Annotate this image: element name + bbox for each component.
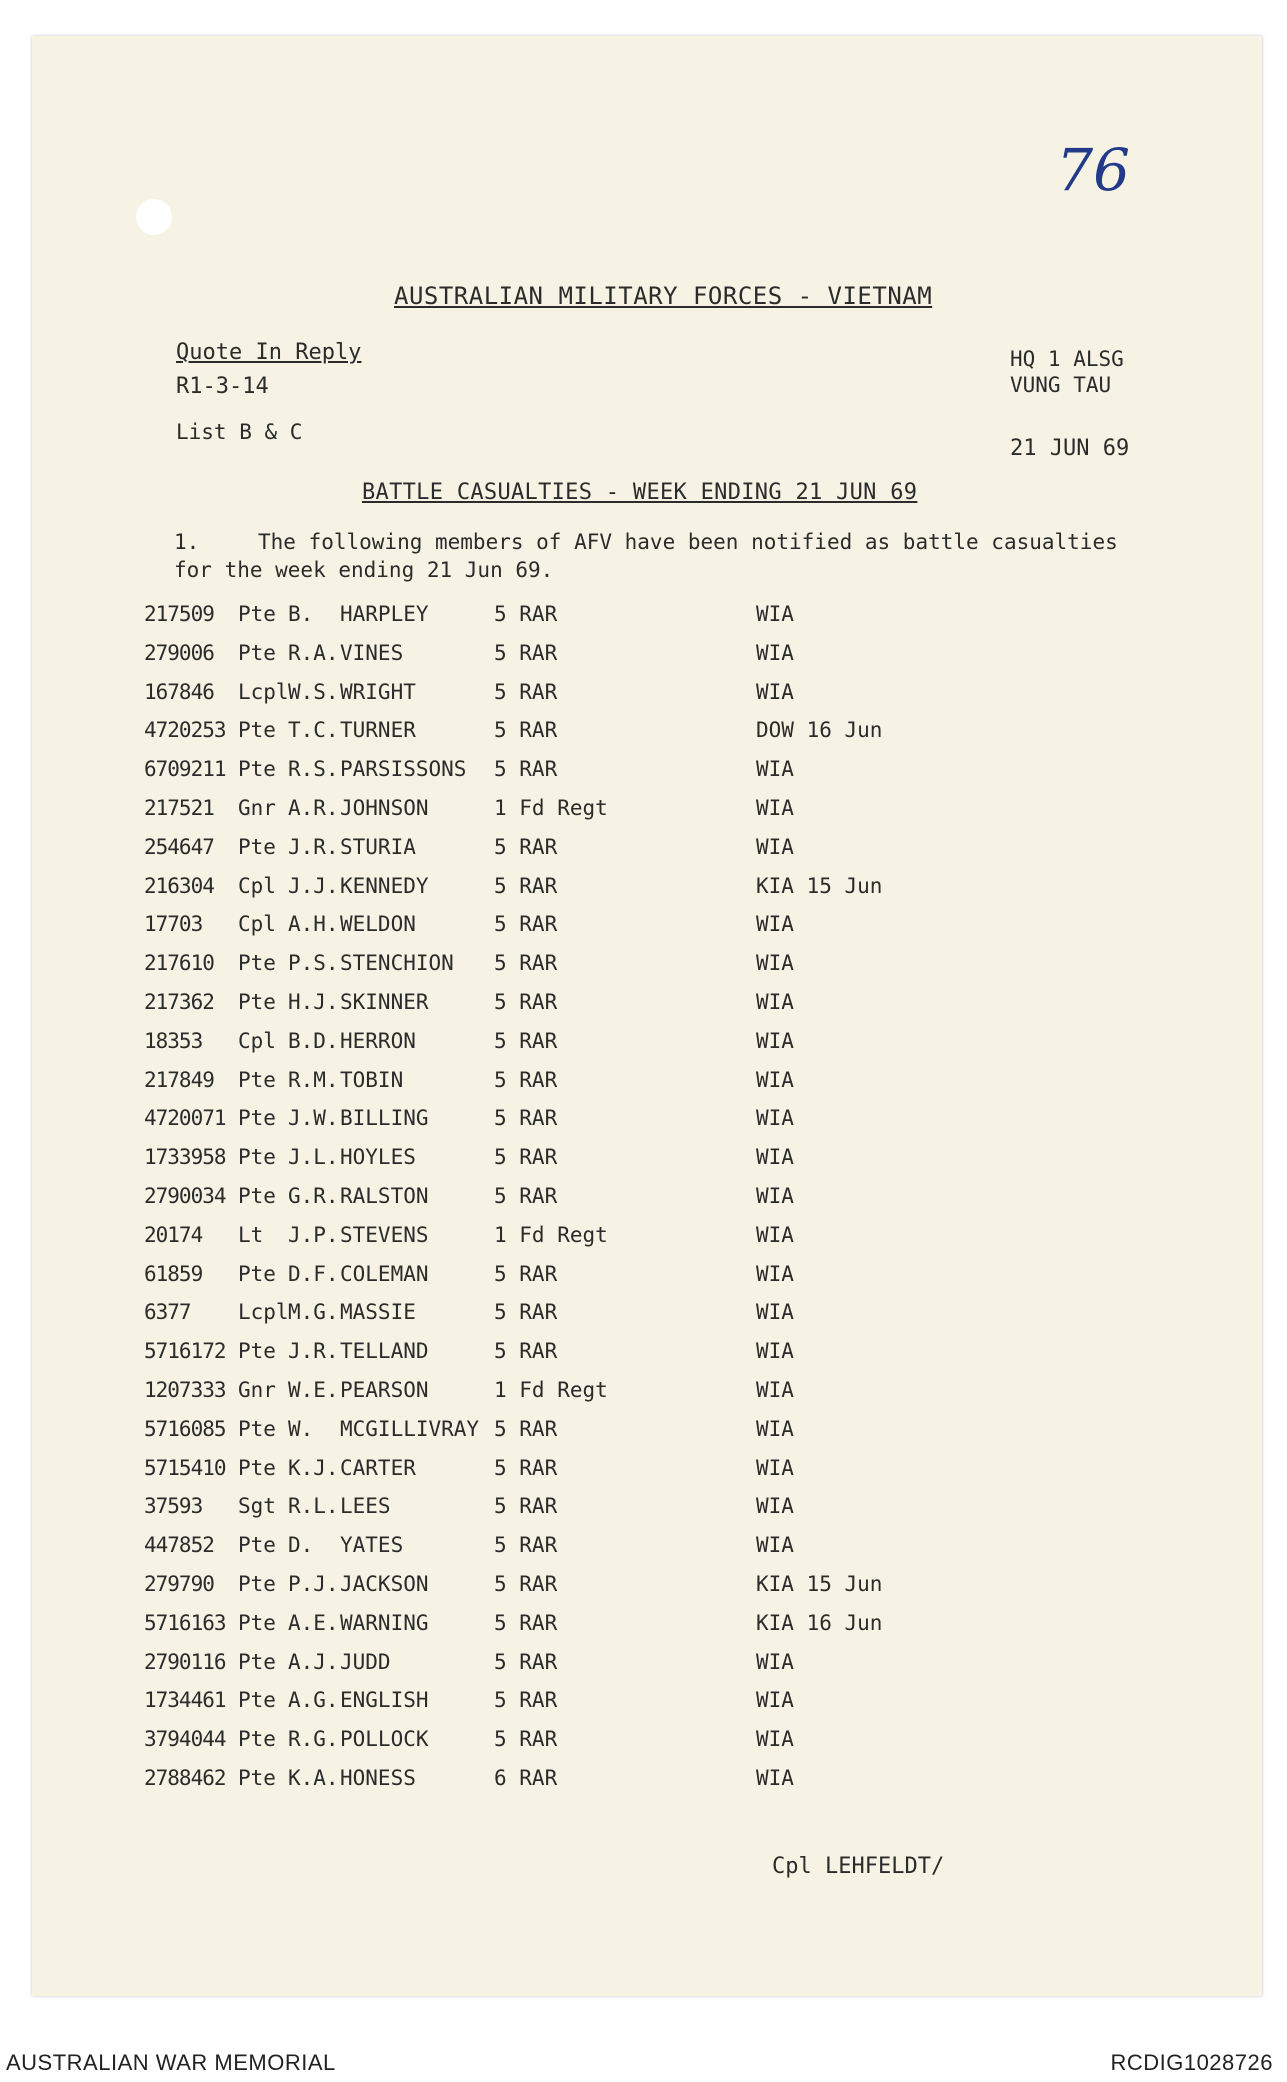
service-number: 217362 [144,989,214,1014]
casualty-status: WIA [756,1377,794,1402]
unit: 5 RAR [494,1610,558,1635]
surname: PEARSON [340,1377,429,1402]
unit: 5 RAR [494,1455,558,1480]
unit: 5 RAR [494,912,558,937]
surname: HOYLES [340,1145,416,1170]
initials: M.G. [288,1300,339,1325]
unit: 5 RAR [494,1494,558,1519]
casualty-status: WIA [756,1727,794,1752]
service-number: 2790116 [144,1649,226,1674]
surname: MASSIE [340,1300,416,1325]
casualty-status: DOW 16 Jun [756,718,883,743]
casualty-row [144,1184,1144,1223]
initials: R.M. [288,1067,339,1092]
casualty-status: WIA [756,1688,794,1713]
initials: P.J. [288,1571,339,1596]
casualty-row [144,951,1144,990]
rank: Pte [238,989,276,1014]
surname: TOBIN [340,1067,404,1092]
casualty-row [144,1262,1144,1301]
initials: A.H. [288,912,339,937]
surname: JACKSON [340,1571,429,1596]
surname: STENCHION [340,951,454,976]
casualty-row [144,1145,1144,1184]
unit: 5 RAR [494,679,558,704]
initials: K.J. [288,1455,339,1480]
surname: SKINNER [340,989,429,1014]
archive-credit: AUSTRALIAN WAR MEMORIAL [6,2050,336,2075]
service-number: 5716172 [144,1339,226,1364]
unit: 5 RAR [494,1339,558,1364]
rank: Pte [238,1571,276,1596]
rank: Lcpl [238,1300,289,1325]
casualty-row [144,1300,1144,1339]
rank: Pte [238,1261,276,1286]
service-number: 17703 [144,912,203,937]
rank: Lt [238,1222,264,1247]
unit: 5 RAR [494,1106,558,1131]
surname: LEES [340,1494,391,1519]
service-number: 2790034 [144,1183,226,1208]
service-number: 254647 [144,834,214,859]
initials: R.S. [288,757,339,782]
casualty-status: WIA [756,1145,794,1170]
casualty-row [144,990,1144,1029]
service-number: 216304 [144,873,214,898]
service-number: 279790 [144,1571,214,1596]
punch-hole [136,199,172,235]
casualty-status: WIA [756,1261,794,1286]
surname: BILLING [340,1106,429,1131]
unit: 5 RAR [494,1533,558,1558]
rank: Pte [238,1145,276,1170]
hq-line-2: VUNG TAU [1010,373,1112,397]
service-number: 447852 [144,1533,214,1558]
initials: P.S. [288,951,339,976]
service-number: 18353 [144,1028,203,1053]
document-title: AUSTRALIAN MILITARY FORCES - VIETNAM [394,282,933,310]
service-number: 20174 [144,1222,203,1247]
initials: W.S. [288,679,339,704]
surname: POLLOCK [340,1727,429,1752]
surname: WRIGHT [340,679,416,704]
unit: 5 RAR [494,1688,558,1713]
unit: 5 RAR [494,718,558,743]
unit: 5 RAR [494,1145,558,1170]
casualty-status: WIA [756,1494,794,1519]
rank: Pte [238,951,276,976]
service-number: 5716163 [144,1610,226,1635]
list-reference: List B & C [176,420,303,444]
initials: D.F. [288,1261,339,1286]
casualty-row [144,1068,1144,1107]
initials: J.J. [288,873,339,898]
rank: Pte [238,1688,276,1713]
surname: PARSISSONS [340,757,467,782]
unit: 1 Fd Regt [494,1222,608,1247]
service-number: 61859 [144,1261,203,1286]
surname: COLEMAN [340,1261,429,1286]
surname: WELDON [340,912,416,937]
rank: Pte [238,1067,276,1092]
rank: Pte [238,1533,276,1558]
service-number: 1734461 [144,1688,226,1713]
casualty-status: WIA [756,1067,794,1092]
casualty-status: KIA 16 Jun [756,1610,883,1635]
rank: Pte [238,1610,276,1635]
casualty-row [144,1650,1144,1689]
casualty-status: WIA [756,1300,794,1325]
service-number: 167846 [144,679,214,704]
paragraph-number: 1. [174,530,200,554]
rank: Pte [238,602,276,626]
casualty-list [144,602,1144,1805]
quote-in-reply-label: Quote In Reply [176,340,362,365]
service-number: 2788462 [144,1765,226,1790]
service-number: 1207333 [144,1377,226,1402]
surname: STEVENS [340,1222,429,1247]
casualty-row [144,1688,1144,1727]
signature: Cpl LEHFELDT/ [772,1854,945,1879]
unit: 6 RAR [494,1765,558,1790]
casualty-status: WIA [756,1533,794,1558]
casualty-status: WIA [756,1106,794,1131]
initials: J.P. [288,1222,339,1247]
casualty-status: WIA [756,795,794,820]
casualty-row [144,912,1144,951]
rank: Cpl [238,873,276,898]
casualty-row [144,757,1144,796]
hq-address [1010,346,1124,398]
rank: Cpl [238,912,276,937]
casualty-status: WIA [756,1028,794,1053]
surname: MCGILLIVRAY [340,1416,480,1441]
rank: Pte [238,1106,276,1131]
casualty-row [144,641,1144,680]
rank: Pte [238,1416,276,1441]
rank: Pte [238,1455,276,1480]
casualty-row [144,1029,1144,1068]
surname: RALSTON [340,1183,429,1208]
casualty-status: KIA 15 Jun [756,1571,883,1596]
intro-paragraph [174,528,1134,584]
surname: HONESS [340,1765,416,1790]
initials: J.R. [288,834,339,859]
unit: 1 Fd Regt [494,1377,608,1402]
initials: R.G. [288,1727,339,1752]
service-number: 6709211 [144,757,226,782]
initials: G.R. [288,1183,339,1208]
unit: 5 RAR [494,1261,558,1286]
rank: Gnr [238,1377,276,1402]
document-sheet [32,36,1262,1996]
casualty-status: WIA [756,640,794,665]
initials: B.D. [288,1028,339,1053]
initials: W.E. [288,1377,339,1402]
surname: ENGLISH [340,1688,429,1713]
document-subtitle: BATTLE CASUALTIES - WEEK ENDING 21 JUN 69 [362,480,918,505]
surname: JOHNSON [340,795,429,820]
casualty-row [144,796,1144,835]
casualty-row [144,1533,1144,1572]
rank: Cpl [238,1028,276,1053]
initials: K.A. [288,1765,339,1790]
unit: 5 RAR [494,1300,558,1325]
casualty-status: WIA [756,757,794,782]
casualty-status: WIA [756,951,794,976]
casualty-row [144,1494,1144,1533]
service-number: 217610 [144,951,214,976]
service-number: 217509 [144,602,214,626]
rank: Pte [238,718,276,743]
unit: 5 RAR [494,951,558,976]
surname: HARPLEY [340,602,429,626]
casualty-status: WIA [756,602,794,626]
unit: 1 Fd Regt [494,795,608,820]
casualty-row [144,1766,1144,1805]
paragraph-text: The following members of AFV have been notified as battle casualties for the week ending 21 Jun 69. [174,530,1118,582]
initials: A.J. [288,1649,339,1674]
rank: Gnr [238,795,276,820]
casualty-row [144,1339,1144,1378]
initials: R.A. [288,640,339,665]
reference-number: R1-3-14 [176,374,269,399]
service-number: 6377 [144,1300,191,1325]
surname: TELLAND [340,1339,429,1364]
unit: 5 RAR [494,873,558,898]
casualty-status: WIA [756,1416,794,1441]
surname: VINES [340,640,404,665]
casualty-status: WIA [756,679,794,704]
casualty-status: WIA [756,1339,794,1364]
casualty-status: WIA [756,1183,794,1208]
initials: R.L. [288,1494,339,1519]
unit: 5 RAR [494,989,558,1014]
casualty-row [144,1106,1144,1145]
service-number: 37593 [144,1494,203,1519]
surname: YATES [340,1533,404,1558]
archive-id: RCDIG1028726 [1110,2050,1273,2075]
rank: Pte [238,1183,276,1208]
unit: 5 RAR [494,640,558,665]
casualty-row [144,1378,1144,1417]
rank: Pte [238,1727,276,1752]
service-number: 4720253 [144,718,226,743]
initials: J.R. [288,1339,339,1364]
initials: H.J. [288,989,339,1014]
initials: D. [288,1533,314,1558]
casualty-row [144,835,1144,874]
service-number: 3794044 [144,1727,226,1752]
initials: B. [288,602,314,626]
initials: A.G. [288,1688,339,1713]
initials: J.W. [288,1106,339,1131]
casualty-status: WIA [756,1649,794,1674]
rank: Pte [238,1339,276,1364]
service-number: 4720071 [144,1106,226,1131]
service-number: 217521 [144,795,214,820]
unit: 5 RAR [494,834,558,859]
rank: Pte [238,1649,276,1674]
casualty-status: KIA 15 Jun [756,873,883,898]
unit: 5 RAR [494,1416,558,1441]
unit: 5 RAR [494,1571,558,1596]
unit: 5 RAR [494,1028,558,1053]
unit: 5 RAR [494,1727,558,1752]
casualty-status: WIA [756,912,794,937]
surname: STURIA [340,834,416,859]
rank: Pte [238,1765,276,1790]
casualty-row [144,680,1144,719]
unit: 5 RAR [494,757,558,782]
surname: WARNING [340,1610,429,1635]
surname: JUDD [340,1649,391,1674]
casualty-status: WIA [756,1455,794,1480]
casualty-row [144,602,1144,641]
hq-line-1: HQ 1 ALSG [1010,347,1124,371]
rank: Pte [238,757,276,782]
casualty-row [144,1223,1144,1262]
unit: 5 RAR [494,1067,558,1092]
unit: 5 RAR [494,602,558,626]
casualty-row [144,1417,1144,1456]
rank: Sgt [238,1494,276,1519]
unit: 5 RAR [494,1183,558,1208]
service-number: 279006 [144,640,214,665]
service-number: 5715410 [144,1455,226,1480]
service-number: 1733958 [144,1145,226,1170]
casualty-status: WIA [756,1765,794,1790]
casualty-row [144,874,1144,913]
surname: HERRON [340,1028,416,1053]
casualty-status: WIA [756,989,794,1014]
service-number: 217849 [144,1067,214,1092]
initials: W. [288,1416,314,1441]
rank: Pte [238,834,276,859]
surname: CARTER [340,1455,416,1480]
casualty-row [144,1611,1144,1650]
surname: KENNEDY [340,873,429,898]
casualty-status: WIA [756,1222,794,1247]
rank: Pte [238,640,276,665]
surname: TURNER [340,718,416,743]
document-date: 21 JUN 69 [1010,436,1130,461]
casualty-status: WIA [756,834,794,859]
initials: A.R. [288,795,339,820]
initials: J.L. [288,1145,339,1170]
initials: A.E. [288,1610,339,1635]
casualty-row [144,1727,1144,1766]
casualty-row [144,1572,1144,1611]
casualty-row [144,718,1144,757]
folio-number: 76 [1056,136,1130,204]
casualty-row [144,1456,1144,1495]
service-number: 5716085 [144,1416,226,1441]
rank: Lcpl [238,679,289,704]
unit: 5 RAR [494,1649,558,1674]
initials: T.C. [288,718,339,743]
